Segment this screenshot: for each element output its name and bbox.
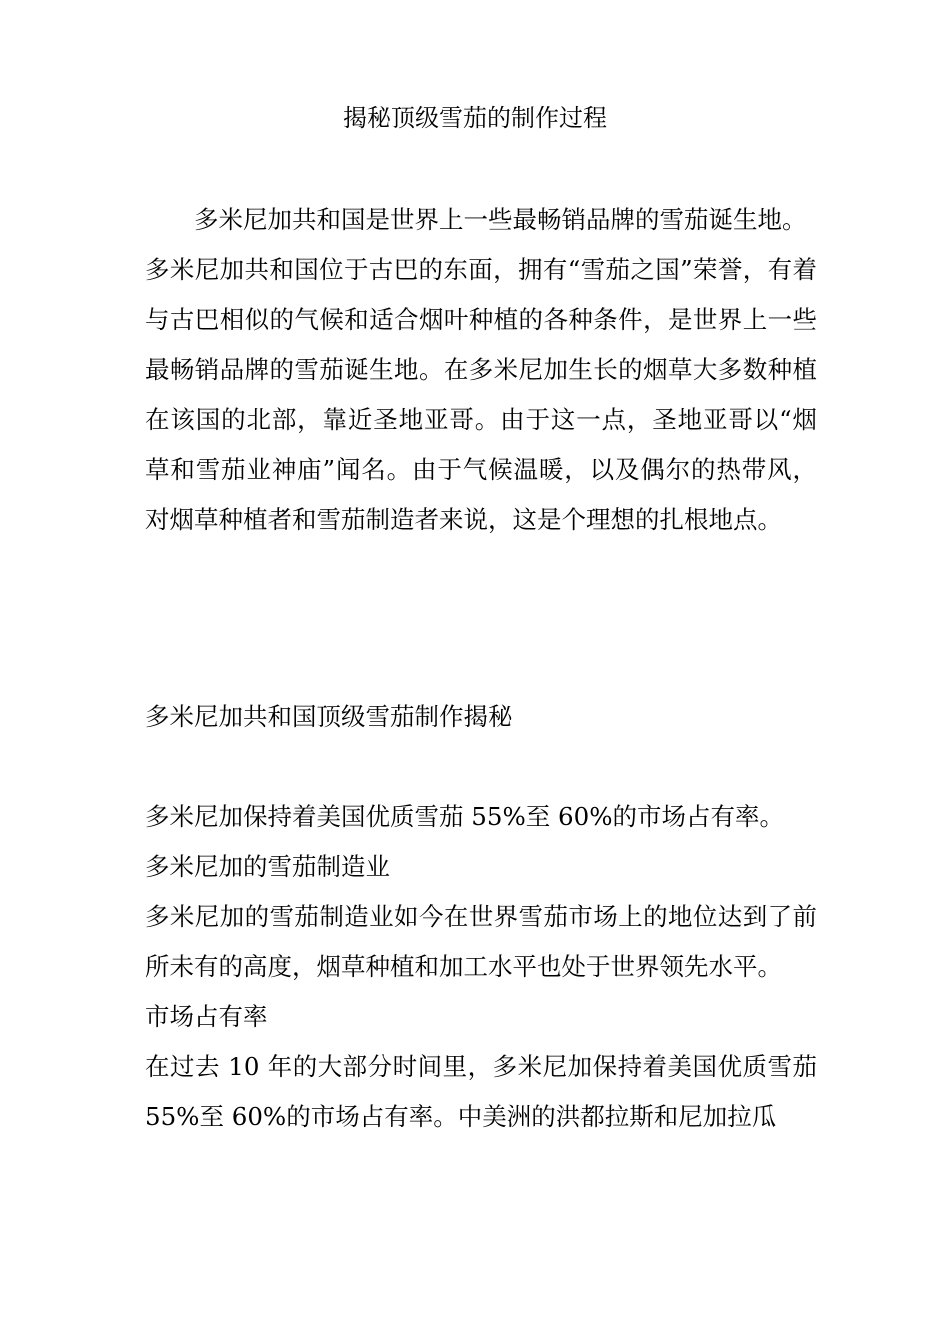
subheading-market: 市场占有率	[145, 1002, 268, 1031]
section-heading: 多米尼加共和国顶级雪茄制作揭秘	[145, 702, 513, 731]
intro-paragraph: 多米尼加共和国是世界上一些最畅销品牌的雪茄诞生地。	[194, 205, 807, 234]
market-share-line: 多米尼加保持着美国优质雪茄 55%至 60%的市场占有率。	[145, 802, 784, 831]
document-body	[145, 195, 817, 545]
document-title: 揭秘顶级雪茄的制作过程	[343, 104, 607, 132]
market-block	[145, 792, 817, 1142]
subheading-industry: 多米尼加的雪茄制造业	[145, 852, 390, 881]
section-block	[145, 692, 817, 742]
paragraph-industry: 多米尼加的雪茄制造业如今在世界雪茄市场上的地位达到了前所未有的高度，烟草种植和加工水平也处于世界领先水平。	[145, 902, 817, 981]
paragraph-market: 在过去 10 年的大部分时间里，多米尼加保持着美国优质雪茄 55%至 60%的市场占有率。中美洲的洪都拉斯和尼加拉瓜	[145, 1052, 817, 1131]
paragraph-overview: 多米尼加共和国位于古巴的东面，拥有“雪茄之国”荣誉，有着与古巴相似的气候和适合烟叶种植的各种条件，是世界上一些最畅销品牌的雪茄诞生地。在多米尼加生长的烟草大多数种植在该国的北部，靠近圣地亚哥。由于这一点，圣地亚哥以“烟草和雪茄业神庙”闻名。由于气候温暖，以及偶尔的热带风，对烟草种植者和雪茄制造者来说，这是个理想的扎根地点。	[145, 255, 817, 534]
